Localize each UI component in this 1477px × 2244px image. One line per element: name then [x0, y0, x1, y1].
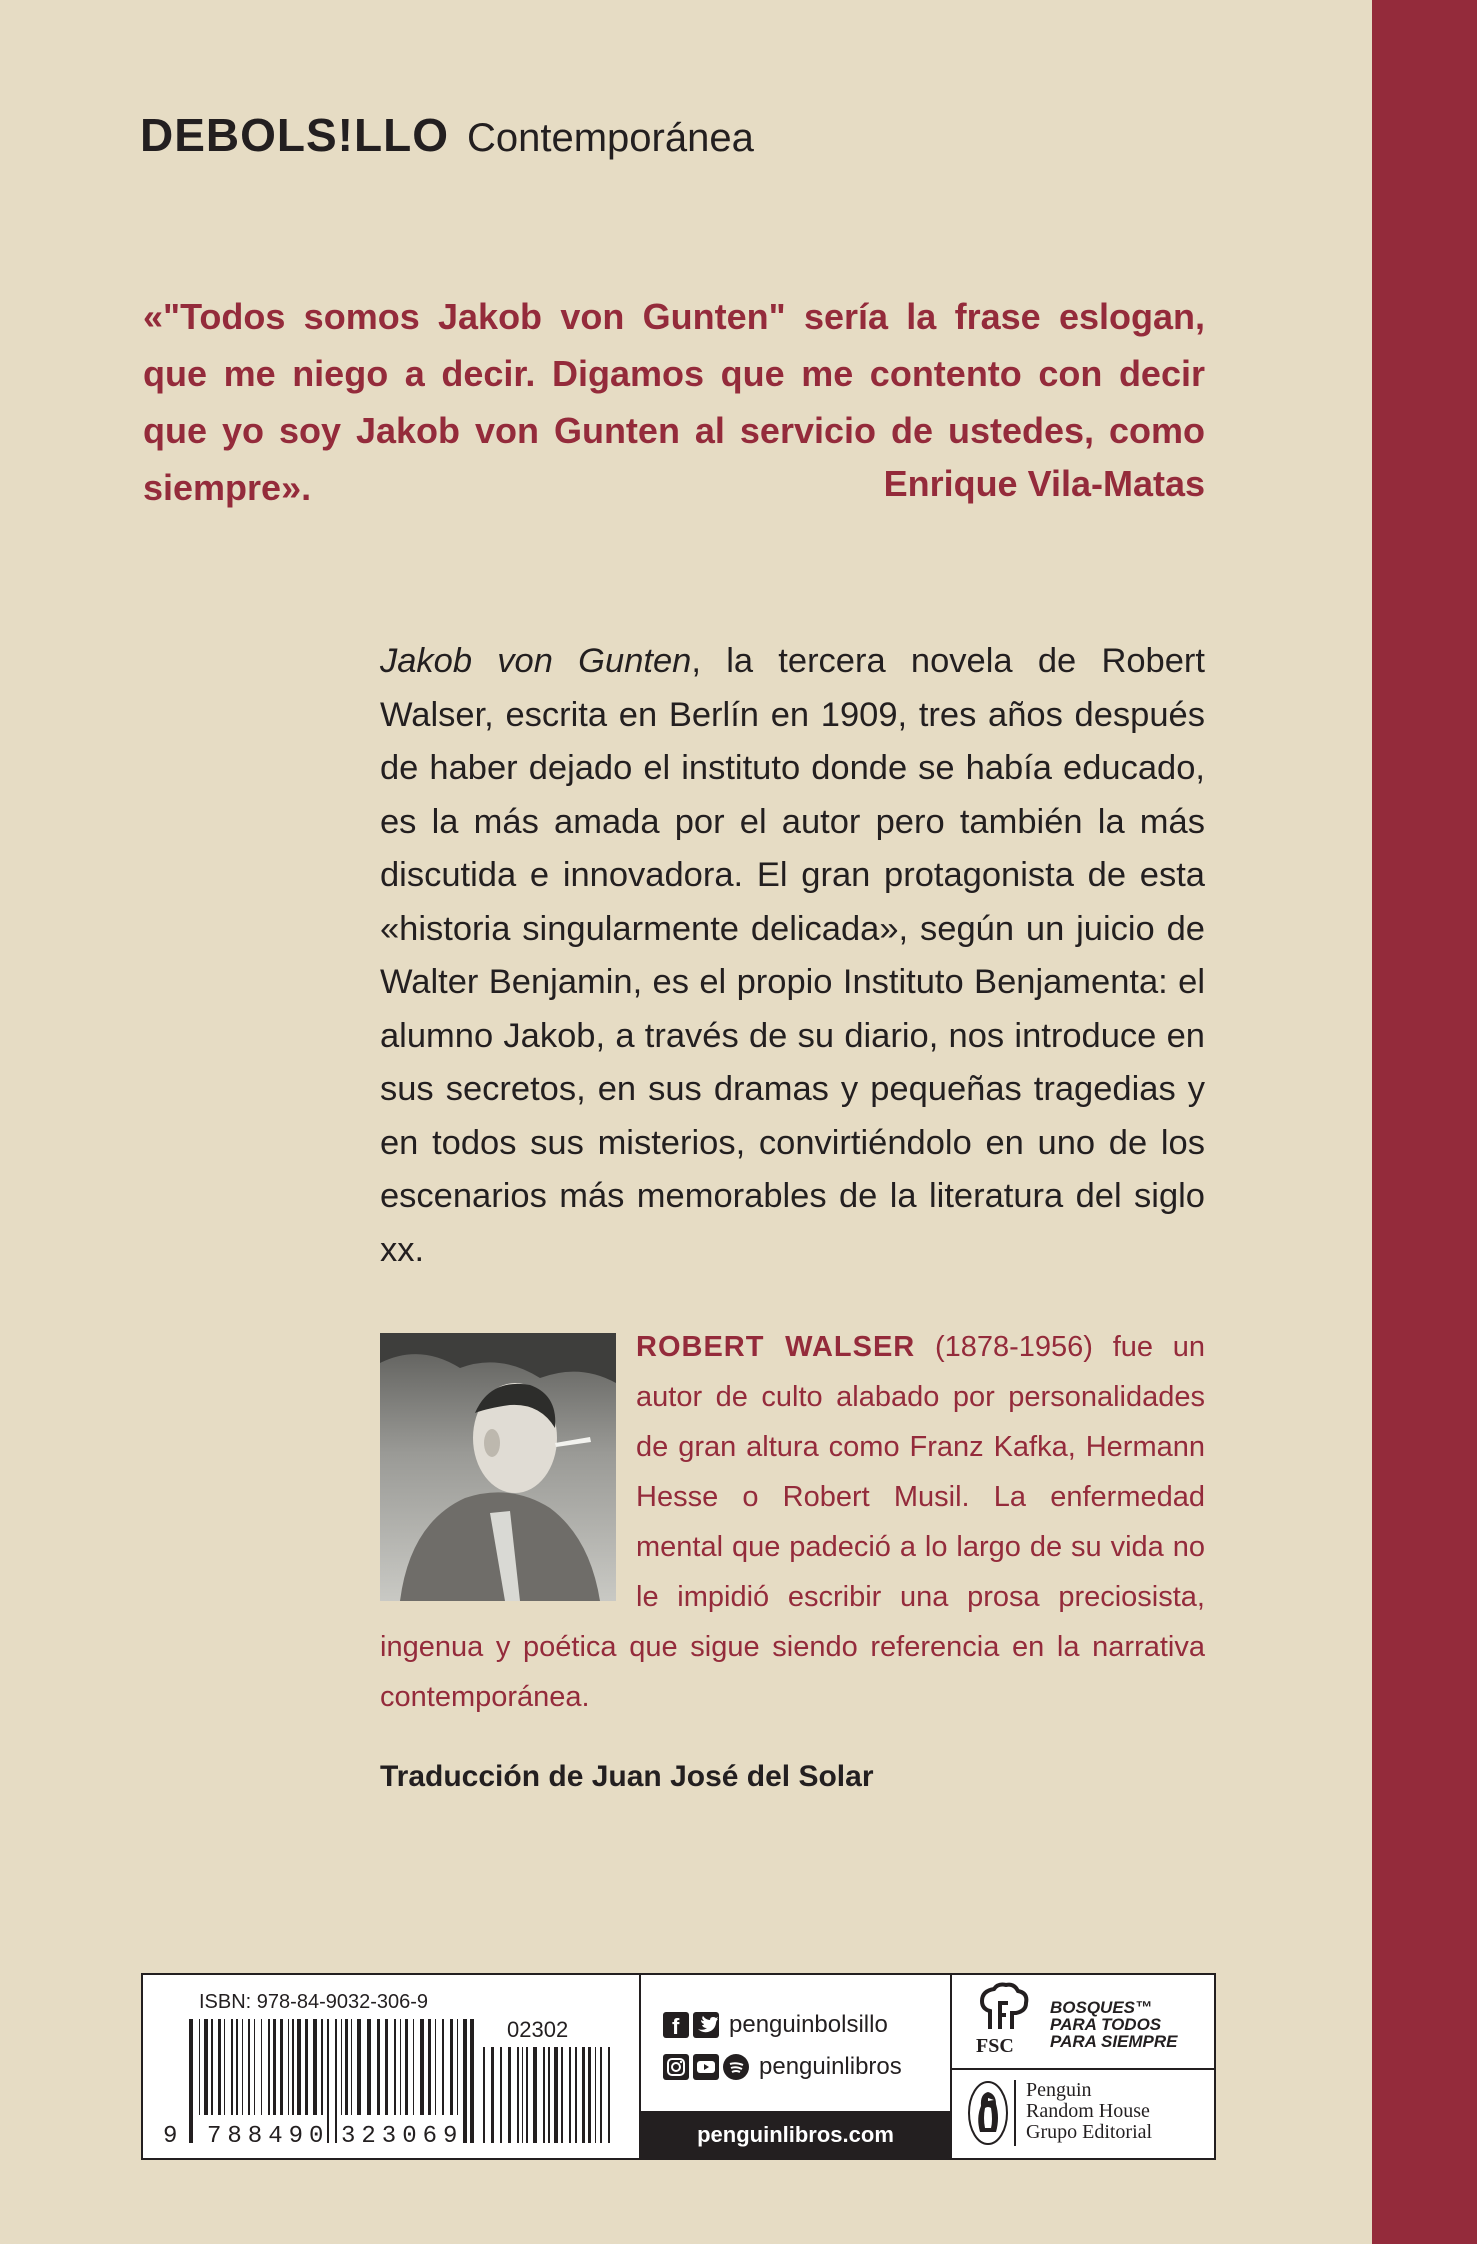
fsc-slogan-line: PARA TODOS [1050, 2015, 1162, 2034]
barcode-bar [569, 2047, 571, 2143]
fsc-slogan [1050, 1999, 1178, 2050]
barcode-bar [420, 2019, 424, 2115]
barcode-bar [463, 2019, 467, 2143]
synopsis-text: , la tercera novela de Robert Walser, escrita en Berlín en 1909, tres años después de haber dejado el instituto donde se había educado, es la más amada por el autor pero también la más discutida e innovadora. El gran protagonista de esta «historia singularmente delicada», según un juicio de Walter Benjamin, es el propio Instituto Benjamenta: el alumno Jakob, a través de su diario, nos introduce en sus secretos, en sus dramas y pequeñas tragedias y en todos sus misterios, convirtiéndolo en uno de los escenarios más memorables de la literatura del siglo xx. [380, 642, 1206, 1269]
barcode-bar [428, 2019, 431, 2115]
social-handle: penguinlibros [759, 2053, 902, 2080]
barcode-bar [405, 2019, 408, 2115]
publisher-line: Penguin [1026, 2079, 1092, 2101]
author-name: ROBERT WALSER [636, 1331, 916, 1363]
social-panel [641, 1975, 952, 2158]
barcode-bar [254, 2019, 255, 2115]
fsc-label: FSC [976, 2035, 1014, 2057]
barcode-bar [288, 2019, 289, 2115]
barcode-bar [377, 2019, 380, 2115]
barcode-left-digits: 788490 [207, 2123, 330, 2150]
barcode-bar [268, 2019, 270, 2115]
barcode-bar [280, 2019, 283, 2115]
barcode-bar [526, 2047, 528, 2143]
barcode-bar [491, 2047, 494, 2143]
translator-credit: Traducción de Juan José del Solar [380, 1760, 874, 1793]
barcode-bar [450, 2019, 453, 2115]
barcode-bar [588, 2047, 591, 2143]
social-row-libros [663, 2053, 902, 2081]
book-synopsis [380, 635, 1205, 1277]
barcode-right-digits: 323069 [341, 2123, 464, 2150]
barcode-bar [533, 2047, 537, 2143]
barcode-bar [341, 2019, 342, 2115]
barcode-bar [400, 2019, 401, 2115]
barcode-bar [321, 2019, 323, 2115]
barcode-bar [394, 2019, 396, 2115]
barcode-bar [189, 2019, 193, 2143]
website-url: penguinlibros.com [641, 2111, 950, 2158]
fsc-tree-icon [972, 1981, 1052, 2041]
barcode-bar [600, 2047, 602, 2143]
back-cover-footer [141, 1973, 1216, 2160]
barcode-bar [297, 2019, 301, 2115]
publisher-line: Grupo Editorial [1026, 2121, 1153, 2143]
barcode-bar [357, 2019, 361, 2115]
barcode-bar [608, 2047, 610, 2143]
publisher-logo: DEBOLS!LLO [140, 109, 449, 161]
barcode-bar [508, 2047, 511, 2143]
twitter-icon [693, 2012, 719, 2038]
penguin-logo-icon [966, 2078, 1010, 2148]
author-bio-text: (1878-1956) fue un autor de culto alabado por personalidades de gran altura como Franz Kafka, Hermann Hesse o Robert Musil. La enfermedad mental que padeció a lo largo de su vida no le impidió escribir una prosa preciosista, ingenua y poética que sigue siendo referencia en la narrativa contemporánea. [380, 1331, 1205, 1713]
barcode-bar [435, 2019, 436, 2115]
barcode-bar [236, 2019, 238, 2115]
barcode-bar [242, 2019, 243, 2115]
barcode-bar [367, 2019, 371, 2115]
social-row-bolsillo [663, 2011, 888, 2039]
barcode-bar [554, 2047, 558, 2143]
barcode-bar [273, 2019, 276, 2115]
author-bio [380, 1322, 1205, 1722]
barcode-bar [522, 2047, 523, 2143]
instagram-icon [663, 2054, 689, 2080]
publisher-name [1026, 2080, 1152, 2143]
barcode-bar [261, 2019, 262, 2115]
barcode-bar [470, 2019, 474, 2143]
barcode-bar [442, 2019, 444, 2115]
barcode-first-digit: 9 [163, 2123, 178, 2150]
barcode-bar [517, 2047, 519, 2143]
barcode-bar [345, 2019, 348, 2115]
barcode-bar [231, 2019, 233, 2115]
barcode-bar [582, 2047, 585, 2143]
collection-header [140, 108, 754, 162]
barcode-bar [313, 2019, 317, 2115]
barcode-bar [211, 2019, 213, 2115]
fsc-certification [952, 1975, 1214, 2070]
spotify-icon [723, 2054, 749, 2080]
publisher-line: Random House [1026, 2100, 1150, 2122]
fsc-slogan-line: BOSQUES™ [1050, 1998, 1153, 2017]
publisher-panel [952, 2070, 1214, 2158]
barcode-bar [385, 2019, 388, 2115]
barcode-bar [548, 2047, 550, 2143]
barcode-bar [575, 2047, 577, 2143]
fsc-slogan-line: PARA SIEMPRE [1050, 2032, 1178, 2051]
barcode-bar [248, 2019, 250, 2115]
barcode-bar [224, 2019, 225, 2115]
barcode-bar [543, 2047, 545, 2143]
barcode-bar [199, 2019, 200, 2115]
barcode-bar [351, 2019, 352, 2115]
barcode-bar [595, 2047, 596, 2143]
blurb-quote-author: Enrique Vila-Matas [883, 463, 1205, 504]
blurb-quote: «"Todos somos Jakob von Gunten" sería la frase eslogan, que me niego a decir. Digamos que me contento con decir que yo soy Jakob von Gunten al servicio de ustedes, como siempre». [143, 296, 1205, 508]
cover-spine-edge [1372, 0, 1477, 2244]
youtube-icon [693, 2054, 719, 2080]
collection-name: Contemporánea [466, 116, 754, 160]
social-handle: penguinbolsillo [729, 2011, 888, 2038]
barcode-bar [413, 2019, 414, 2115]
svg-text:f: f [672, 2014, 680, 2038]
isbn-label: ISBN: 978-84-9032-306-9 [199, 1991, 429, 2013]
barcode-panel [143, 1975, 641, 2158]
barcode-bar [457, 2019, 458, 2115]
barcode-bar [292, 2019, 294, 2115]
barcode-bar [218, 2019, 221, 2115]
facebook-icon [663, 2012, 689, 2038]
barcode-bar [500, 2047, 502, 2143]
barcode-bar [204, 2019, 208, 2115]
barcode-bar [561, 2047, 563, 2143]
barcode-bar [335, 2019, 337, 2143]
synopsis-book-title: Jakob von Gunten [380, 642, 692, 680]
barcode-bar [305, 2019, 308, 2115]
price-code: 02302 [507, 2017, 569, 2042]
publisher-divider [1014, 2080, 1016, 2146]
barcode-bar [483, 2047, 485, 2143]
